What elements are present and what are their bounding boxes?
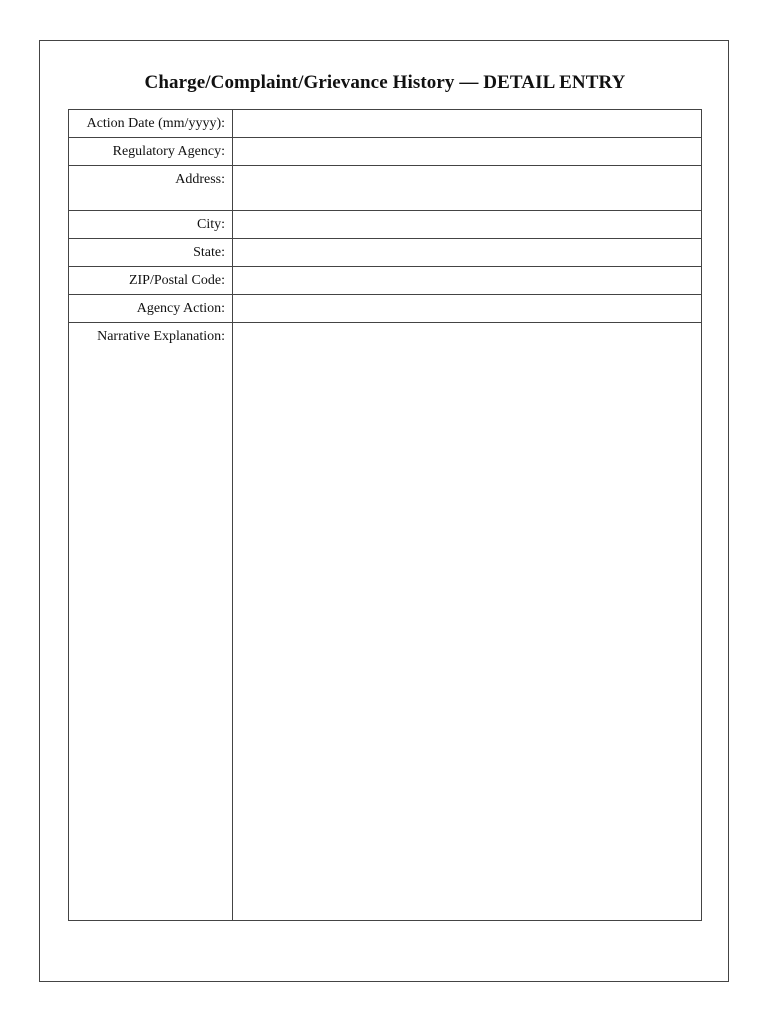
address-label: Address:	[69, 166, 233, 211]
table-row	[69, 267, 702, 295]
action-date-field[interactable]	[233, 110, 702, 138]
state-label: State:	[69, 239, 233, 267]
table-row	[69, 110, 702, 138]
narrative-explanation-field[interactable]	[233, 323, 702, 921]
city-field[interactable]	[233, 211, 702, 239]
table-row	[69, 138, 702, 166]
table-row	[69, 166, 702, 211]
zip-label: ZIP/Postal Code:	[69, 267, 233, 295]
form-title: Charge/Complaint/Grievance History — DETAIL ENTRY	[144, 72, 626, 93]
state-field[interactable]	[233, 239, 702, 267]
city-label: City:	[69, 211, 233, 239]
narrative-explanation-label: Narrative Explanation:	[69, 323, 233, 921]
table-row	[69, 323, 702, 921]
agency-action-field[interactable]	[233, 295, 702, 323]
table-row	[69, 239, 702, 267]
table-row	[69, 211, 702, 239]
agency-action-label: Agency Action:	[69, 295, 233, 323]
regulatory-agency-label: Regulatory Agency:	[69, 138, 233, 166]
detail-entry-table	[68, 109, 702, 921]
regulatory-agency-field[interactable]	[233, 138, 702, 166]
address-field[interactable]	[233, 166, 702, 211]
table-row	[69, 295, 702, 323]
zip-field[interactable]	[233, 267, 702, 295]
action-date-label: Action Date (mm/yyyy):	[69, 110, 233, 138]
